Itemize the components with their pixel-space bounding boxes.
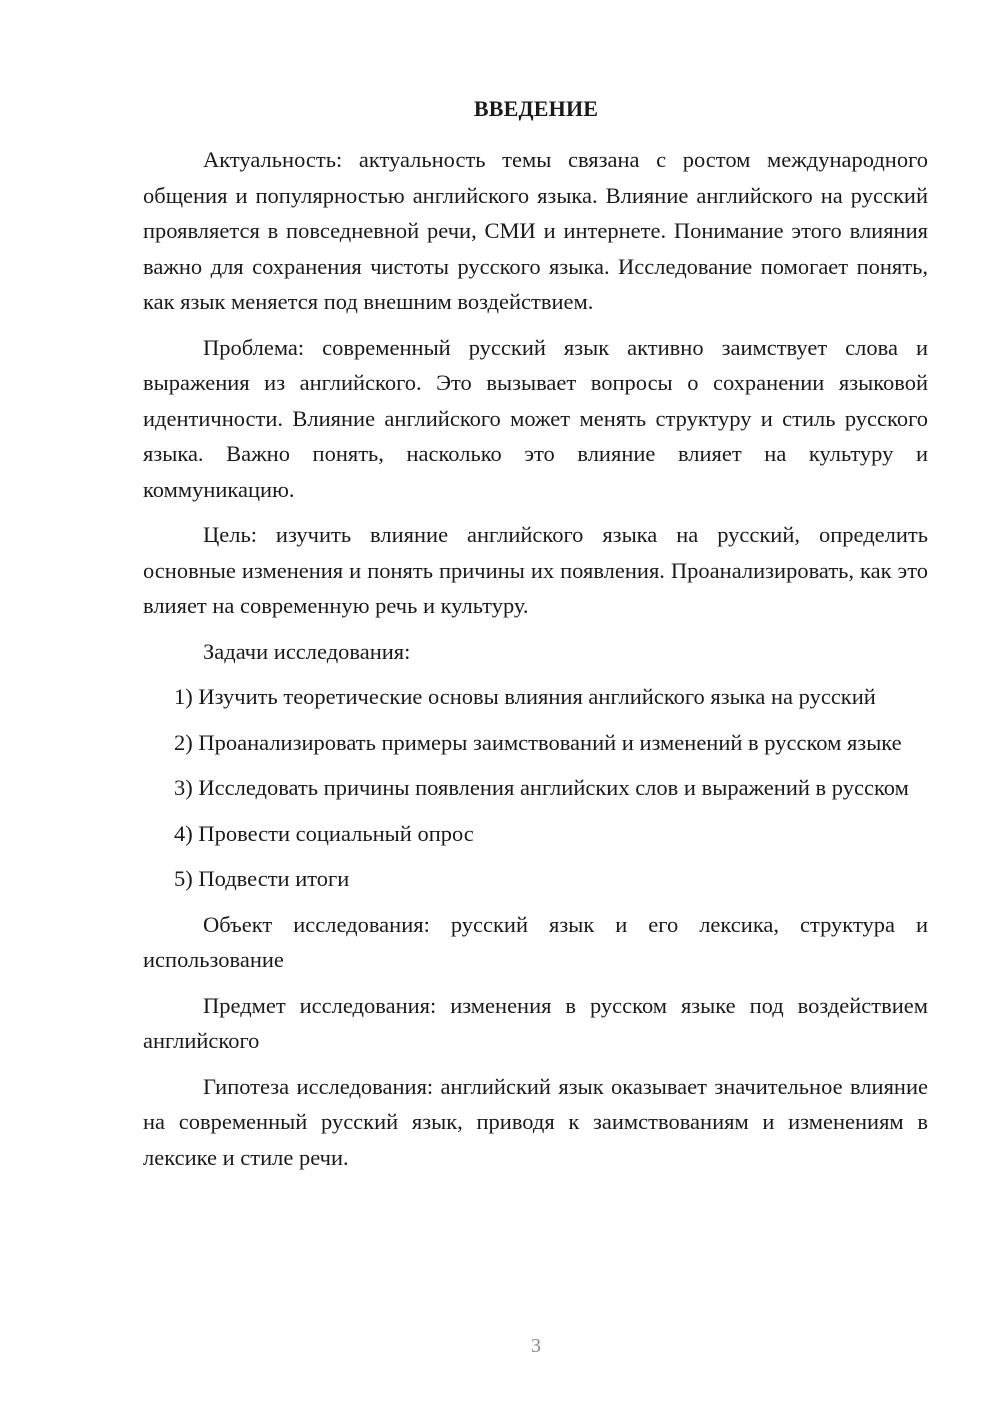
list-item-task-2: 2) Проанализировать примеры заимствований и изменений в русском языке — [174, 729, 902, 755]
page-number: 3 — [531, 1335, 541, 1357]
list-item-task-5: 5) Подвести итоги — [174, 866, 350, 891]
list-item-task-1: 1) Изучить теоретические основы влияния английского языка на русский — [174, 684, 876, 709]
paragraph-object: Объект исследования: русский язык и его лексика, структура и использование — [143, 911, 928, 972]
list-item-task-3: 3) Исследовать причины появления английских слов и выражений в русском — [174, 775, 909, 800]
paragraph-subject: Предмет исследования: изменения в русском языке под воздействием английского — [143, 992, 928, 1053]
list-item-task-4: 4) Провести социальный опрос — [174, 820, 474, 846]
paragraph-tasks-title: Задачи исследования: — [203, 638, 411, 664]
paragraph-hypothesis: Гипотеза исследования: английский язык оказывает значительное влияние на современный русский язык, приводя к заимствованиям и изменениям в лексике и стиле речи. — [143, 1073, 928, 1170]
body-text — [143, 142, 928, 1175]
paragraph-problem: Проблема: современный русский язык активно заимствует слова и выражения из английского. Это вызывает вопросы о сохранении языковой идентичности. Влияние английского может менять структуру и стиль русского языка. Важно понять, насколько это влияние влияет на культуру и коммуникацию. — [143, 334, 928, 502]
paragraph-goal: Цель: изучить влияние английского языка на русский, определить основные изменения и понять причины их появления. Проанализировать, как это влияет на современную речь и культуру. — [143, 522, 928, 618]
section-heading: ВВЕДЕНИЕ — [473, 96, 599, 121]
paragraph-relevance: Актуальность: актуальность темы связана с ростом международного общения и популярностью английского языка. Влияние английского на русский проявляется в повседневной речи, СМИ и интернете. Понимание этого влияния важно для сохранения чистоты русского языка. Исследование помогает понять, как язык меняется под внешним воздействием. — [143, 147, 928, 314]
